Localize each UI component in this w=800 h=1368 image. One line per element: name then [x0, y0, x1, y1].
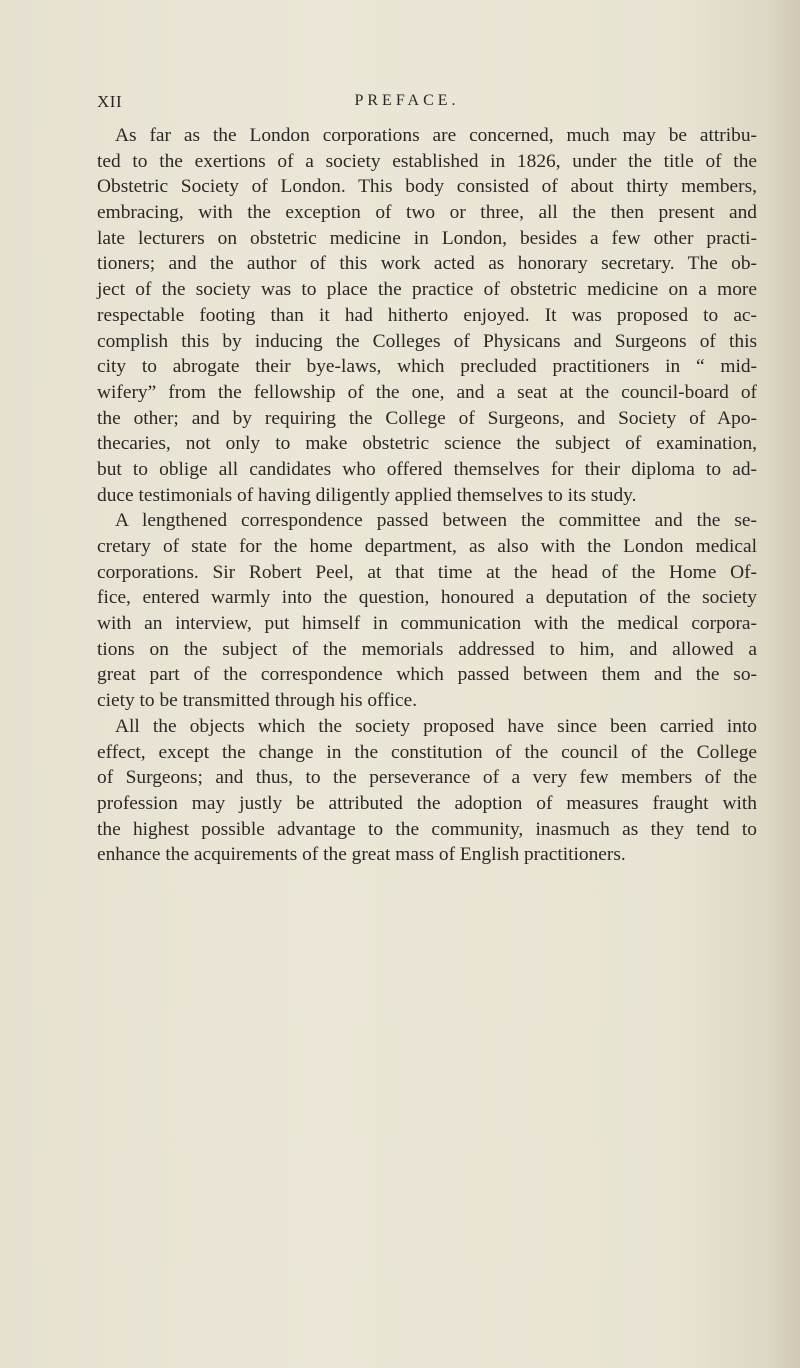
text-line: enhance the acquirements of the great mass of English practitioners. — [97, 844, 626, 866]
text-line: embracing, with the exception of two or three, all the then present and — [97, 202, 757, 224]
text-line: thecaries, not only to make obstetric science the subject of examination, — [97, 433, 757, 455]
text-line: A lengthened correspondence passed between the committee and the se- — [115, 510, 757, 532]
text-line: Obstetric Society of London. This body consisted of about thirty members, — [97, 176, 757, 198]
paragraph — [97, 508, 757, 714]
text-line: city to abrogate their bye-laws, which precluded practitioners in “ mid- — [97, 356, 757, 378]
text-line: of Surgeons; and thus, to the perseverance of a very few members of the — [97, 767, 757, 789]
text-line: As far as the London corporations are concerned, much may be attribu- — [115, 125, 757, 146]
text-line: great part of the correspondence which passed between them and the so- — [97, 664, 757, 686]
page-body — [97, 123, 757, 868]
text-line: ciety to be transmitted through his office. — [97, 690, 418, 712]
text-line: wifery” from the fellowship of the one, and a seat at the council-board of — [97, 381, 757, 403]
text-line: with an interview, put himself in communication with the medical corpora- — [97, 613, 757, 635]
text-line: All the objects which the society proposed have since been carried into — [115, 715, 757, 737]
text-line: but to oblige all candidates who offered themselves for their diploma to ad- — [97, 458, 757, 480]
page-header — [97, 92, 757, 116]
text-line: ject of the society was to place the practice of obstetric medicine on a more — [97, 279, 757, 301]
text-line: late lecturers on obstetric medicine in London, besides a few other practi- — [97, 227, 757, 249]
text-line: cretary of state for the home department, as also with the London medical — [97, 536, 757, 557]
page-number: XII — [97, 92, 123, 111]
paragraph — [97, 123, 757, 508]
paragraph — [97, 714, 757, 868]
text-line: fice, entered warmly into the question, honoured a deputation of the society — [97, 587, 757, 609]
text-line: effect, except the change in the constitution of the council of the College — [97, 741, 757, 763]
text-line: ted to the exertions of a society established in 1826, under the title of the — [97, 150, 757, 172]
text-line: profession may justly be attributed the adoption of measures fraught with — [97, 792, 757, 814]
text-line: the other; and by requiring the College of Surgeons, and Society of Apo- — [97, 407, 757, 429]
text-line: the highest possible advantage to the community, inasmuch as they tend to — [97, 818, 757, 840]
text-line: duce testimonials of having diligently applied themselves to its study. — [97, 484, 637, 506]
text-line: complish this by inducing the Colleges of Physicans and Surgeons of this — [97, 330, 757, 352]
text-line: respectable footing than it had hitherto enjoyed. It was proposed to ac- — [97, 304, 757, 326]
text-line: tioners; and the author of this work acted as honorary secretary. The ob- — [97, 253, 757, 275]
text-line: corporations. Sir Robert Peel, at that time at the head of the Home Of- — [97, 561, 757, 583]
text-line: tions on the subject of the memorials addressed to him, and allowed a — [97, 638, 757, 660]
running-title: PREFACE. — [354, 92, 460, 109]
